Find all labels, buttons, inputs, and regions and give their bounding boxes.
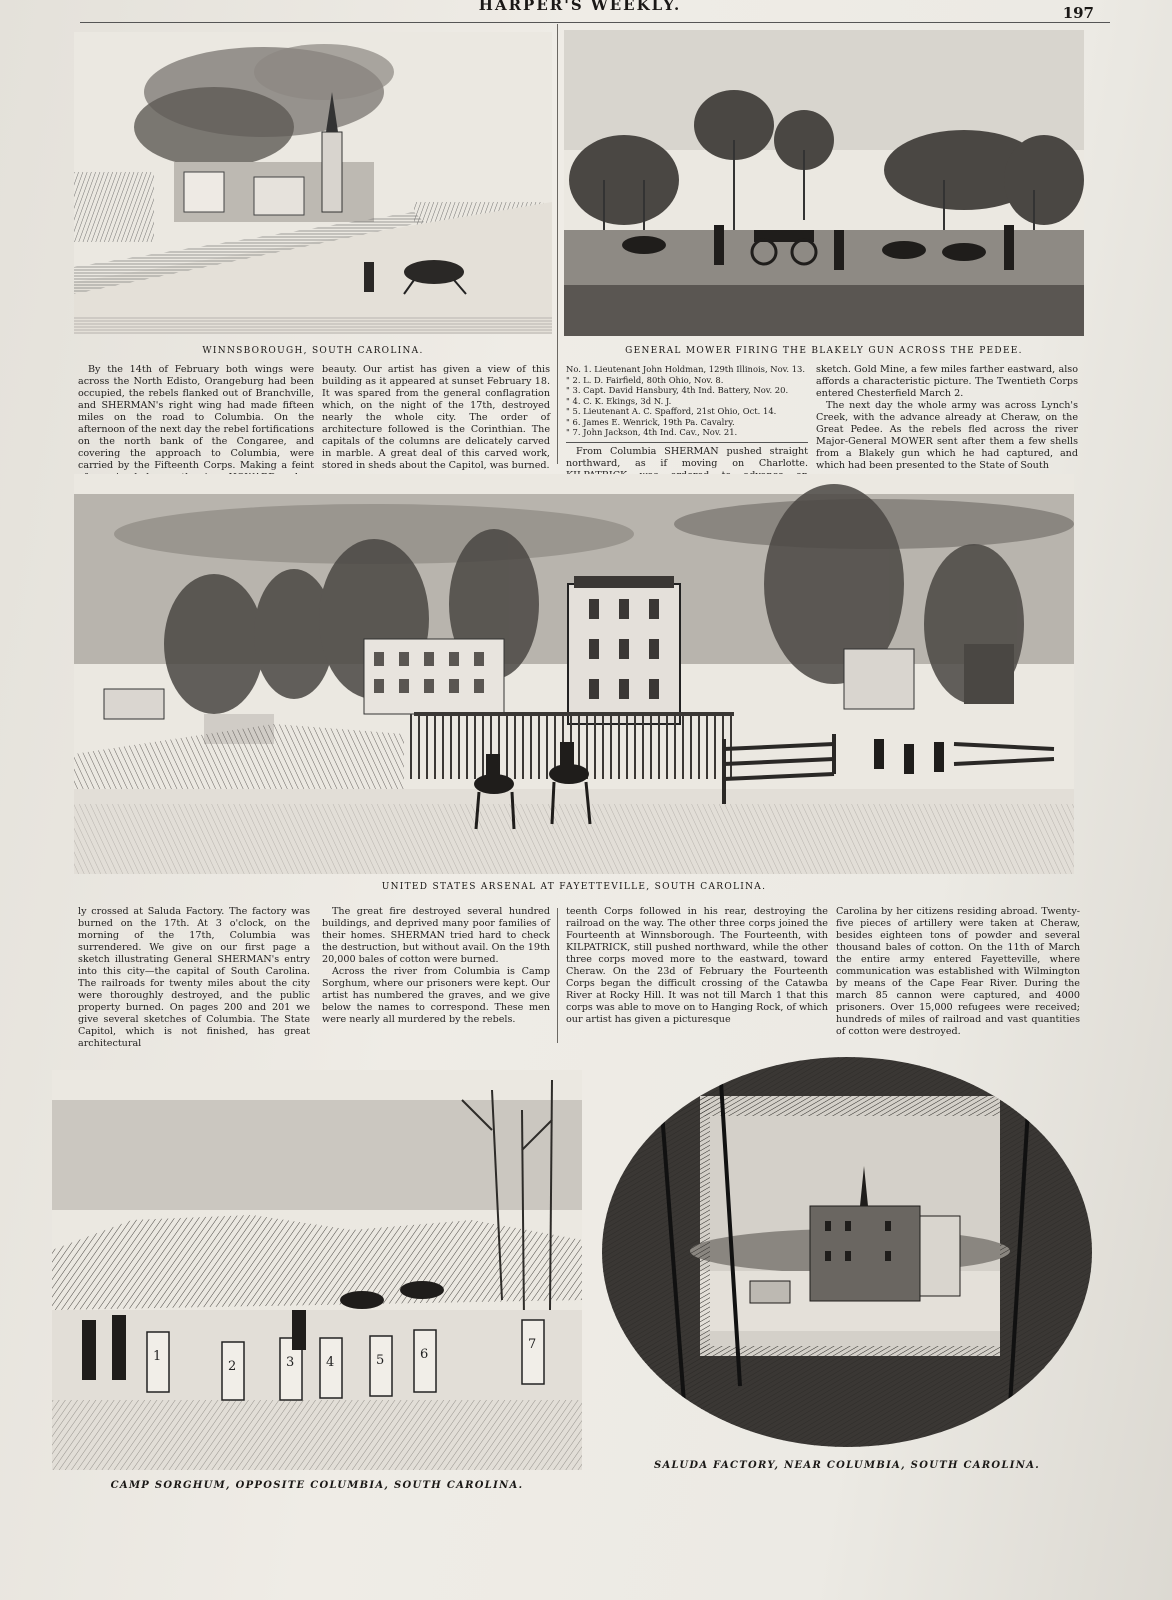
grave-marker-5: 5	[376, 1353, 385, 1368]
grave-marker-3: 3	[286, 1355, 295, 1370]
article-column-7	[566, 906, 828, 1026]
winnsborough-illustration	[74, 32, 552, 334]
camp-sorghum-illustration	[52, 1070, 582, 1470]
grave-marker-6: 6	[420, 1347, 429, 1362]
paragraph: Across the river from Columbia is Camp Sorghum, where our prisoners were kept. Our artist has numbered the graves, and we give below the names to correspond. These men were nearly all murdered by the rebels.	[322, 966, 550, 1025]
grave-marker-2: 2	[228, 1359, 237, 1374]
list-item: " 5. Lieutenant A. C. Spafford, 21st Ohio, Oct. 14.	[566, 406, 777, 416]
divider	[566, 442, 808, 443]
paragraph: sketch. Gold Mine, a few miles farther eastward, also affords a characteristic picture. The Twentieth Corps entered Chesterfield March 2.	[816, 364, 1078, 399]
camp-sorghum-engraving	[52, 1070, 582, 1470]
winnsborough-caption: WINNSBOROUGH, SOUTH CAROLINA.	[202, 346, 424, 356]
publication-title: HARPER'S WEEKLY.	[478, 0, 682, 14]
grave-marker-4: 4	[326, 1355, 335, 1370]
grave-names-list	[566, 364, 808, 438]
column-rule	[557, 908, 558, 1043]
list-item: " 4. C. K. Ekings, 3d N. J.	[566, 395, 672, 406]
paragraph: ly crossed at Saluda Factory. The factory was burned on the 17th. At 3 o'clock, on the morning of the 17th, Columbia was surrendered. We give on our first page a sketch illustrating General SHERMAN's entry into this city—the capital of South Carolina. The railroads for twenty miles about the city were thoroughly destroyed, and the public property burned. On pages 200 and 201 we give several sketches of Columbia. The State Capitol, which is not finished, has great architectural	[78, 906, 310, 1049]
masthead	[80, 0, 1110, 23]
column-rule	[557, 24, 558, 464]
grave-marker-1: 1	[153, 1349, 162, 1364]
list-item: No. 1. Lieutenant John Holdman, 129th Illinois, Nov. 13.	[566, 364, 806, 374]
article-column-1	[78, 364, 314, 484]
article-column-5	[78, 906, 310, 1050]
arsenal-engraving	[74, 474, 1074, 874]
camp-sorghum-caption: CAMP SORGHUM, OPPOSITE COLUMBIA, SOUTH CAROLINA.	[110, 1480, 524, 1491]
article-column-4	[816, 364, 1078, 472]
mower-illustration	[564, 30, 1084, 336]
paragraph: The next day the whole army was across Lynch's Creek, with the advance already at Cheraw, on the Great Pedee. As the rebels fled across the river Major-General MOWER sent after them a few shells from a Blakely gun which he had captured, and which had been presented to the State of South	[816, 400, 1078, 471]
paragraph: Carolina by her citizens residing abroad. Twenty-five pieces of artillery were taken at Cheraw, besides eighteen tons of powder and several thousand bales of cotton. On the 11th of March the entire army entered Fayetteville, where communication was established with Wilmington by means of the Cape Fear River. During the march 85 cannon were captured, and 4000 prisoners. Over 15,000 refugees were received; hundreds of miles of railroad and vast quantities of cotton were destroyed.	[836, 906, 1080, 1037]
article-column-6	[322, 906, 550, 1026]
list-item: " 7. John Jackson, 4th Ind. Cav., Nov. 21.	[566, 427, 738, 437]
arsenal-caption: UNITED STATES ARSENAL AT FAYETTEVILLE, SOUTH CAROLINA.	[381, 882, 767, 892]
mower-engraving	[564, 30, 1084, 336]
list-item: " 3. Capt. David Hansbury, 4th Ind. Battery, Nov. 20.	[566, 385, 789, 395]
grave-marker-7: 7	[528, 1337, 537, 1352]
paragraph: From Columbia SHERMAN pushed straight northward, as if moving on Charlotte.	[566, 445, 808, 469]
article-column-2	[322, 364, 550, 472]
saluda-factory-engraving	[600, 1056, 1094, 1448]
list-item: " 2. L. D. Fairfield, 80th Ohio, Nov. 8.	[566, 374, 724, 385]
paragraph: beauty. Our artist has given a view of this building as it appeared at sunset February 18. It was spared from the general conflagration which, on the night of the 17th, destroyed nearly the whole city. The order of architecture followed is the Corinthian. The capitals of the columns are delicately carved in marble. A great deal of this carved work, stored in sheds about the Capitol, was burned.	[322, 364, 550, 471]
saluda-factory-illustration	[600, 1056, 1094, 1448]
winnsborough-engraving	[74, 32, 552, 334]
page-number: 197	[1062, 4, 1094, 22]
paragraph: teenth Corps followed in his rear, destroying the railroad on the way. The other three corps joined the Fourteenth at Winnsborough. The Fourteenth, with KILPATRICK, still pushed northward, while the other three corps moved more to the eastward, toward Cheraw. On the 23d of February the Fourteenth Corps began the difficult crossing of the Catawba River at Rocky Hill. It was not till March 1 that this corps was able to move on to Hanging Rock, of which our artist has given a picturesque	[566, 906, 828, 1025]
paragraph: The great fire destroyed several hundred buildings, and deprived many poor families of their homes. SHERMAN tried hard to check the destruction, but without avail. On the 19th 20,000 bales of cotton were burned.	[322, 906, 550, 965]
mower-caption: GENERAL MOWER FIRING THE BLAKELY GUN ACROSS THE PEDEE.	[625, 346, 1023, 356]
list-item: " 6. James E. Wenrick, 19th Pa. Cavalry.	[566, 416, 735, 427]
article-column-8	[836, 906, 1080, 1038]
paragraph: By the 14th of February both wings were across the North Edisto, Orangeburg had been occupied, the rebels flanked out of Branchville, and SHERMAN's right wing had made fifteen miles on the road to Columbia. On the afternoon of the next day the rebel fortifications on the north bank of the Congaree, and covering the approach to Columbia, were carried by the Fifteenth Corps. Making a feint	[78, 364, 314, 471]
arsenal-illustration	[74, 474, 1074, 874]
saluda-factory-caption: SALUDA FACTORY, NEAR COLUMBIA, SOUTH CAROLINA.	[653, 1460, 1041, 1471]
